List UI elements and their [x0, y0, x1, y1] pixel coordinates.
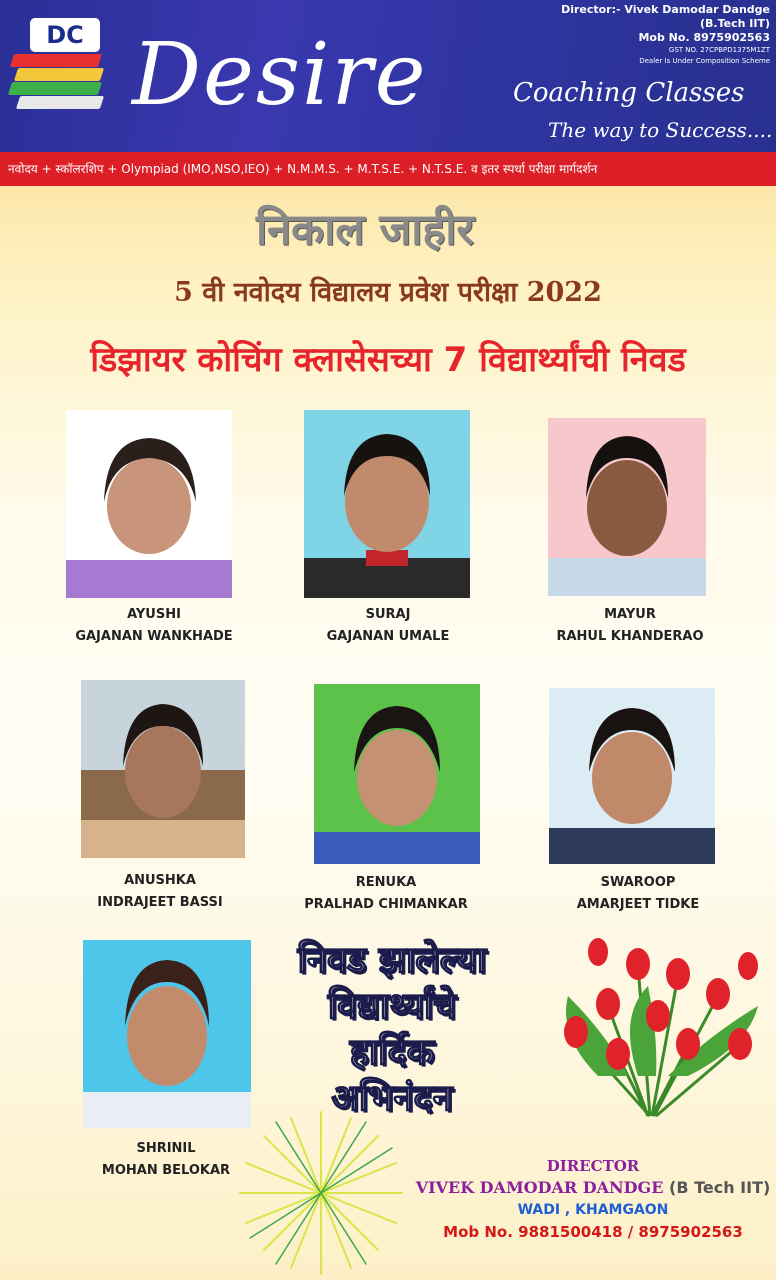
student-photo-mayur: [548, 418, 706, 596]
director-mobile: Mob No. 9881500418 / 8975902563: [443, 1223, 743, 1241]
congrats-line: निवड झालेल्या: [297, 940, 487, 981]
director-degree-footer: (B Tech IIT): [669, 1178, 771, 1197]
logo-text: DC: [30, 18, 100, 52]
student-last-name: GAJANAN WANKHADE: [75, 629, 233, 644]
logo: [6, 14, 126, 110]
brand-name: Desire: [132, 25, 428, 125]
student-first-name: RENUKA: [355, 875, 417, 890]
student-last-name: RAHUL KHANDERAO: [556, 629, 704, 644]
congrats-line: विद्यार्थ्यांचे: [327, 986, 457, 1027]
director-place: WADI , KHAMGAON: [517, 1202, 669, 1218]
brand-subtitle: Coaching Classes: [513, 78, 745, 108]
gst-number: GST NO. 27CPBPD1375M1ZT: [668, 46, 770, 54]
selection-heading: डिझायर कोचिंग क्लासेसच्या 7 विद्यार्थ्यांची निवड: [90, 340, 686, 380]
student-last-name: AMARJEET TIDKE: [576, 897, 700, 912]
student-last-name: MOHAN BELOKAR: [101, 1163, 231, 1178]
student-photo-swaroop: [549, 688, 715, 864]
result-heading: निकाल जाहीर: [256, 205, 474, 255]
course-ribbon: नवोदय + स्कॉलरशिप + Olympiad (IMO,NSO,IEO) + N.M.M.S. + M.T.S.E. + N.T.S.E. व इतर स्पर्धा परीक्षा मार्गदर्शन: [0, 152, 776, 186]
exam-heading: 5 वी नवोदय विद्यालय प्रवेश परीक्षा 2022: [174, 277, 602, 308]
student-first-name: ANUSHKA: [124, 873, 196, 888]
student-name-ayushi: [48, 604, 260, 648]
student-last-name: PRALHAD CHIMANKAR: [304, 897, 468, 912]
congratulations-text: [262, 938, 522, 1122]
student-first-name: MAYUR: [604, 607, 656, 622]
banner-mobile: Mob No. 8975902563: [638, 31, 770, 44]
tulip-bouquet-icon: [538, 926, 776, 1122]
congrats-line: हार्दिक: [349, 1032, 435, 1073]
student-photo-suraj: [304, 410, 470, 598]
student-photo-anushka: [81, 680, 245, 858]
header-banner: [0, 0, 776, 152]
composition-note: Dealer Is Under Composition Scheme: [639, 57, 770, 65]
student-photo-shrinil: [83, 940, 251, 1128]
director-title: DIRECTOR: [546, 1157, 640, 1175]
student-name-anushka: [54, 870, 266, 914]
student-photo-ayushi: [66, 410, 232, 598]
student-last-name: GAJANAN UMALE: [326, 629, 450, 644]
director-line: Director:- Vivek Damodar Dandge: [561, 3, 770, 16]
director-footer: [410, 1155, 776, 1243]
director-info: [561, 3, 770, 67]
student-name-renuka: [280, 872, 492, 916]
director-name-line: [410, 1177, 776, 1199]
director-degree: (B.Tech IIT): [700, 17, 770, 30]
tagline: The way to Success....: [548, 118, 773, 142]
student-first-name: AYUSHI: [127, 607, 181, 622]
student-first-name: SWAROOP: [600, 875, 676, 890]
student-photo-renuka: [314, 684, 480, 864]
student-name-suraj: [282, 604, 494, 648]
student-last-name: INDRAJEET BASSI: [97, 895, 223, 910]
student-name-swaroop: [532, 872, 744, 916]
student-first-name: SHRINIL: [136, 1141, 196, 1156]
director-name: VIVEK DAMODAR DANDGE: [415, 1178, 664, 1197]
firework-burst-icon: [236, 1108, 406, 1278]
student-first-name: SURAJ: [365, 607, 411, 622]
congrats-line: अभिनंदन: [331, 1078, 453, 1119]
student-name-mayur: [524, 604, 736, 648]
